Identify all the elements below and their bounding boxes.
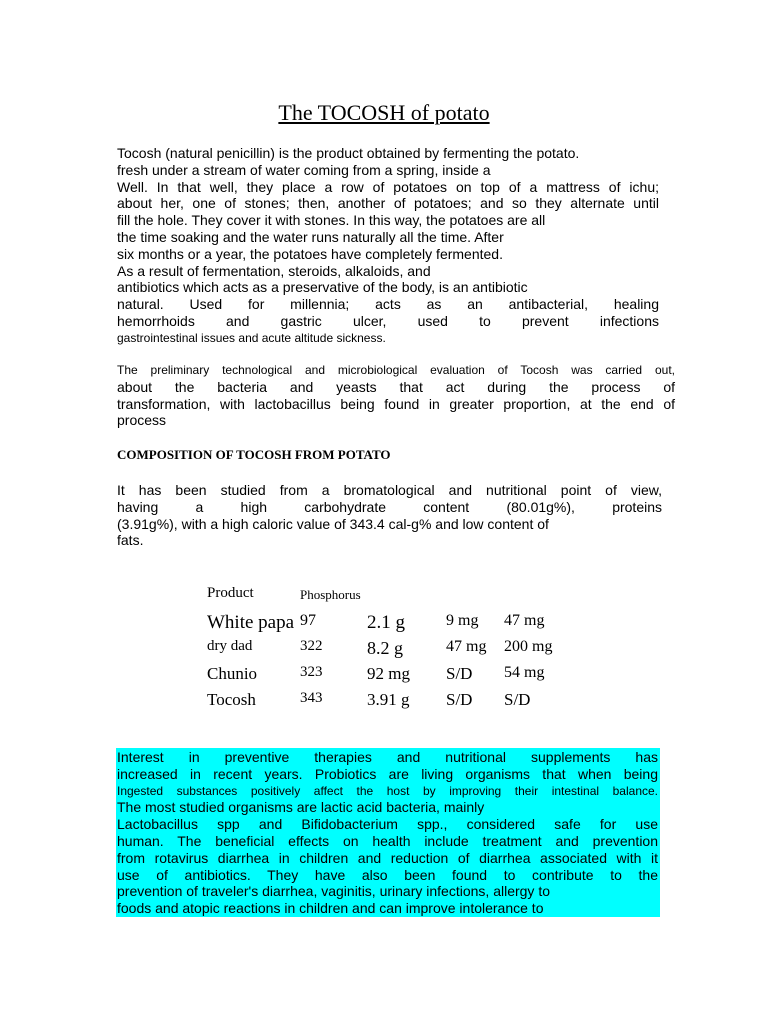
- text-line: from rotavirus diarrhea in children and reduction of diarrhea associated with it: [117, 849, 658, 866]
- table-header-product: Product: [207, 585, 254, 601]
- text-line: The most studied organisms are lactic acid bacteria, mainly: [117, 799, 485, 816]
- fat-cell: S/D: [446, 690, 473, 709]
- text-line: Interest in preventive therapies and nutritional supplements has: [117, 749, 658, 765]
- text-line: the time soaking and the water runs naturally all the time. After: [117, 228, 504, 245]
- text-line: The preliminary technological and microbiological evaluation of Tocosh was carried out,: [117, 363, 675, 377]
- fat-cell: S/D: [446, 664, 473, 683]
- protein-cell: 3.91 g: [367, 690, 410, 709]
- text-line: increased in recent years. Probiotics are living organisms that when being: [117, 765, 658, 782]
- text-line: antibiotics which acts as a preservative of the body, is an antibiotic: [117, 279, 528, 296]
- table-row: [207, 612, 577, 638]
- table-row: [207, 664, 577, 690]
- product-cell: dry dad: [207, 638, 253, 654]
- text-line: about her, one of stones; then, another of potatoes; and so they alternate until: [117, 195, 659, 212]
- protein-cell: 8.2 g: [367, 638, 403, 658]
- table-row: [207, 690, 577, 716]
- text-line: As a result of fermentation, steroids, alkaloids, and: [117, 262, 431, 279]
- text-line: prevention of traveler's diarrhea, vaginitis, urinary infections, allergy to: [117, 883, 550, 900]
- evaluation-paragraph: [117, 362, 675, 429]
- product-cell: White papa: [207, 612, 295, 633]
- text-line: having a high carbohydrate content (80.01g%), proteins: [117, 498, 662, 515]
- text-line: hemorrhoids and gastric ulcer, used to prevent infections: [117, 312, 659, 329]
- calories-cell: 323: [300, 664, 323, 680]
- composition-heading: COMPOSITION OF TOCOSH FROM POTATO: [117, 447, 391, 462]
- text-line: transformation, with lactobacillus being found in greater proportion, at the end of: [117, 395, 675, 412]
- text-line: six months or a year, the potatoes have completely fermented.: [117, 245, 503, 262]
- fat-cell: 9 mg: [446, 612, 479, 629]
- phosphorus-cell: S/D: [504, 690, 531, 709]
- text-line: process: [117, 412, 167, 429]
- calories-cell: 97: [300, 612, 316, 629]
- text-line: natural. Used for millennia; acts as an antibacterial, healing: [117, 296, 659, 313]
- text-line: gastrointestinal issues and acute altitude sickness.: [117, 330, 386, 345]
- text-line: fats.: [117, 532, 144, 549]
- calories-cell: 322: [300, 638, 323, 654]
- text-line: fresh under a stream of water coming from a spring, inside a: [117, 161, 491, 178]
- protein-cell: 92 mg: [367, 664, 410, 683]
- text-line: (3.91g%), with a high caloric value of 343.4 cal-g% and low content of: [117, 515, 549, 532]
- text-line: It has been studied from a bromatological and nutritional point of view,: [117, 482, 662, 498]
- text-line: fill the hole. They cover it with stones. In this way, the potatoes are all: [117, 212, 546, 229]
- text-line: about the bacteria and yeasts that act during the process of: [117, 378, 675, 395]
- protein-cell: 2.1 g: [367, 612, 405, 633]
- intro-paragraph: [117, 145, 659, 347]
- table-header-phosphorus: Phosphorus: [300, 587, 361, 602]
- phosphorus-cell: 47 mg: [504, 612, 545, 629]
- text-line: foods and atopic reactions in children and can improve intolerance to: [117, 900, 544, 917]
- product-cell: Tocosh: [207, 690, 256, 709]
- phosphorus-cell: 200 mg: [504, 638, 553, 655]
- composition-paragraph: [117, 482, 662, 549]
- text-line: Well. In that well, they place a row of potatoes on top of a mattress of ichu;: [117, 178, 659, 195]
- calories-cell: 343: [300, 690, 323, 706]
- text-line: use of antibiotics. They have also been found to contribute to the: [117, 866, 658, 883]
- text-line: Ingested substances positively affect the host by improving their intestinal balance.: [117, 783, 658, 798]
- document-title: The TOCOSH of potato: [278, 100, 490, 125]
- text-line: Tocosh (natural penicillin) is the product obtained by fermenting the potato.: [117, 145, 580, 161]
- text-line: human. The beneficial effects on health include treatment and prevention: [117, 832, 658, 849]
- phosphorus-cell: 54 mg: [504, 664, 545, 681]
- table-row: [207, 638, 577, 664]
- probiotics-paragraph: [117, 749, 658, 917]
- text-line: Lactobacillus spp and Bifidobacterium spp., considered safe for use: [117, 816, 658, 833]
- product-cell: Chunio: [207, 664, 258, 683]
- fat-cell: 47 mg: [446, 638, 487, 655]
